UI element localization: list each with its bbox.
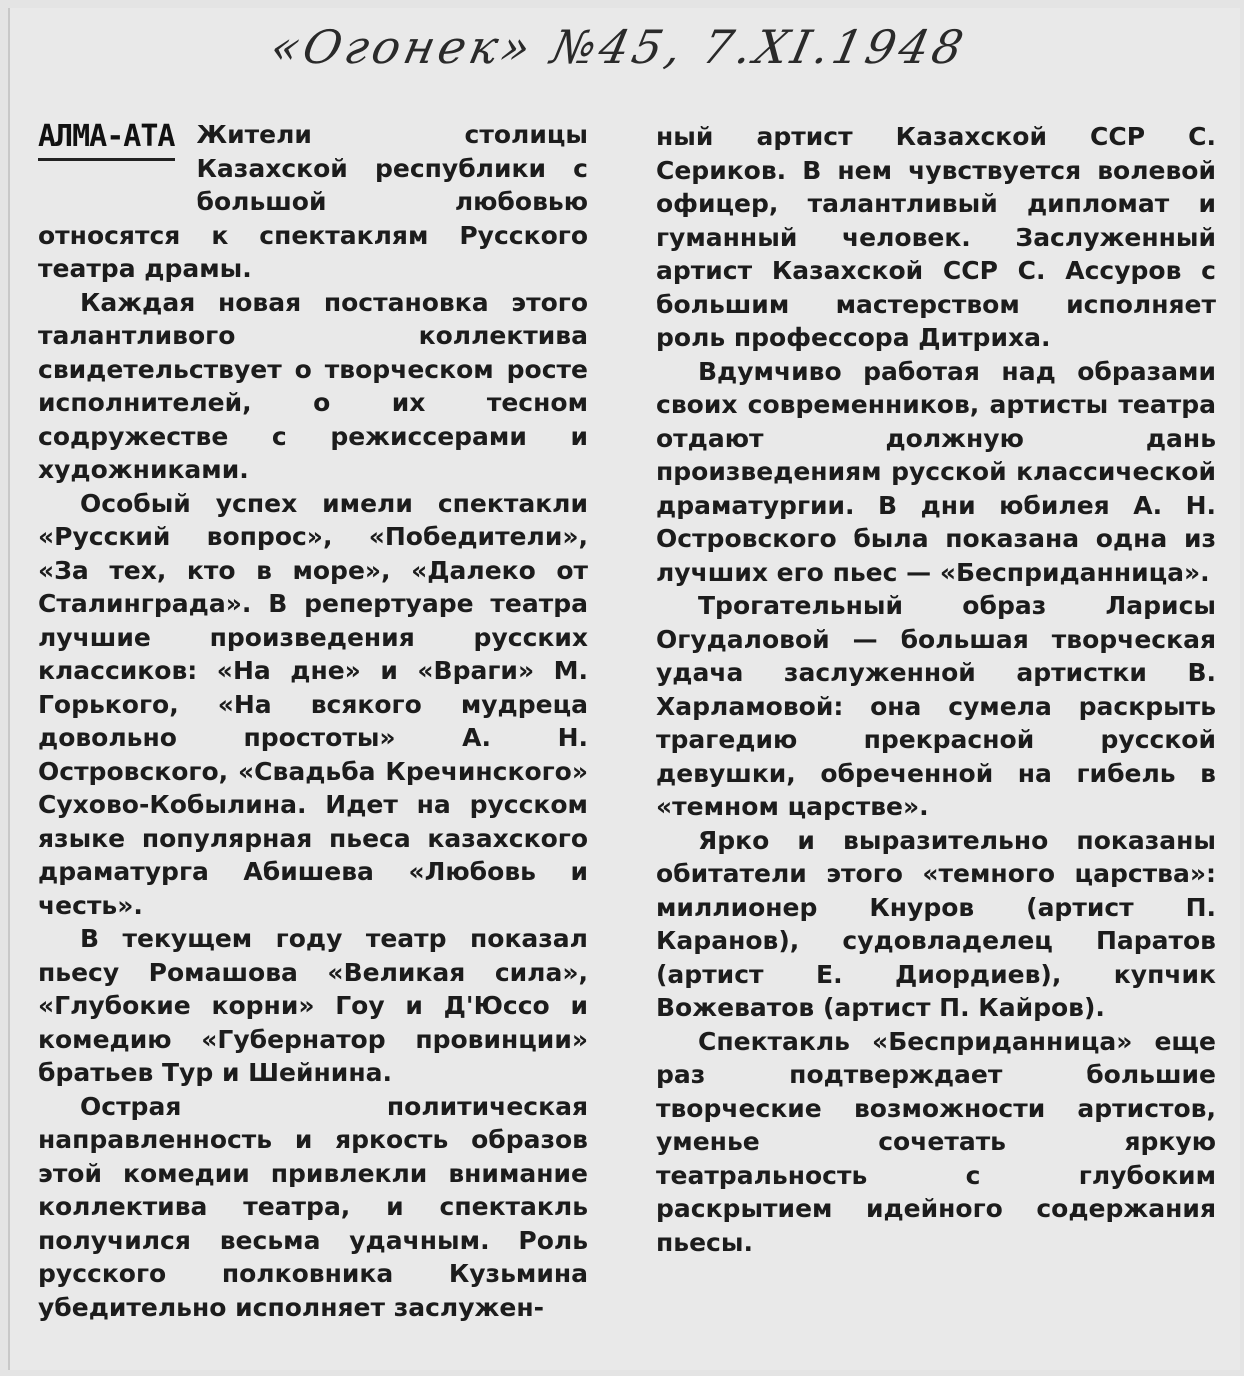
paragraph: Острая политическая направленность и яркость образов этой комедии привлекли внимание коллектива театра, и спектакль получился весьма удачным. Роль русского полковника Кузьмина убедительно исполняет заслужен- — [38, 1091, 588, 1322]
paragraph: Ярко и выразительно показаны обитатели этого «темного царства»: миллионер Кнуров (артист П. Каранов), судовладелец Паратов (артист Е. Диордиев), купчик Вожеватов (артист П. Кайров). — [656, 825, 1216, 1022]
paragraph: Трогательный образ Ларисы Огудаловой — большая творческая удача заслуженной артистки В. Харламовой: она сумела раскрыть трагедию прекрасной русской девушки, обреченной на гибель в «темном царстве». — [656, 591, 1216, 821]
article-column-right — [656, 120, 1216, 1259]
paragraph: Особый успех имели спектакли «Русский вопрос», «Победители», «За тех, кто в море», «Далеко от Сталинграда». В репертуаре театра лучшие произведения русских классиков: «На дне» и «Враги» М. Горького, «На всякого мудреца довольно простоты» А. Н. Островского, «Свадьба Кречинского» Сухово-Кобылина. Идет на русском языке популярная пьеса казахского драматурга Абишева «Любовь и честь». — [38, 488, 588, 920]
handwritten-source-note: «Огонек» №45, 7.XI.1948 — [265, 20, 972, 74]
article-column-left — [38, 118, 588, 1324]
paragraph: Вдумчиво работая над образами своих современников, артисты театра отдают должную дань произведениям русской классической драматургии. В дни юбилея А. Н. Островского была показана одна из лучших его пьес — «Бесприданница». — [656, 356, 1216, 587]
paragraph: В текущем году театр показал пьесу Ромашова «Великая сила», «Глубокие корни» Гоу и Д'Юссо и комедию «Губернатор провинции» братьев Тур и Шейнина. — [38, 924, 588, 1087]
paragraph: ный артист Казахской ССР С. Сериков. В нем чувствуется волевой офицер, талантливый дипломат и гуманный человек. Заслуженный артист Казахской ССР С. Ассуров с большим мастерством исполняет роль профессора Дитриха. — [656, 122, 1216, 352]
paragraph: Жители столицы Казахской республики с большой любовью относятся к спектаклям Русского театра драмы. — [38, 120, 588, 283]
paragraph: Спектакль «Бесприданница» еще раз подтверждает большие творческие возможности артистов, уменье сочетать яркую театральность с глубоким раскрытием идейного содержания пьесы. — [656, 1026, 1216, 1257]
article-heading: АЛМА-АТА — [38, 120, 175, 161]
paragraph: Каждая новая постановка этого талантливого коллектива свидетельствует о творческом росте исполнителей, о их тесном содружестве с режиссерами и художниками. — [38, 287, 588, 484]
